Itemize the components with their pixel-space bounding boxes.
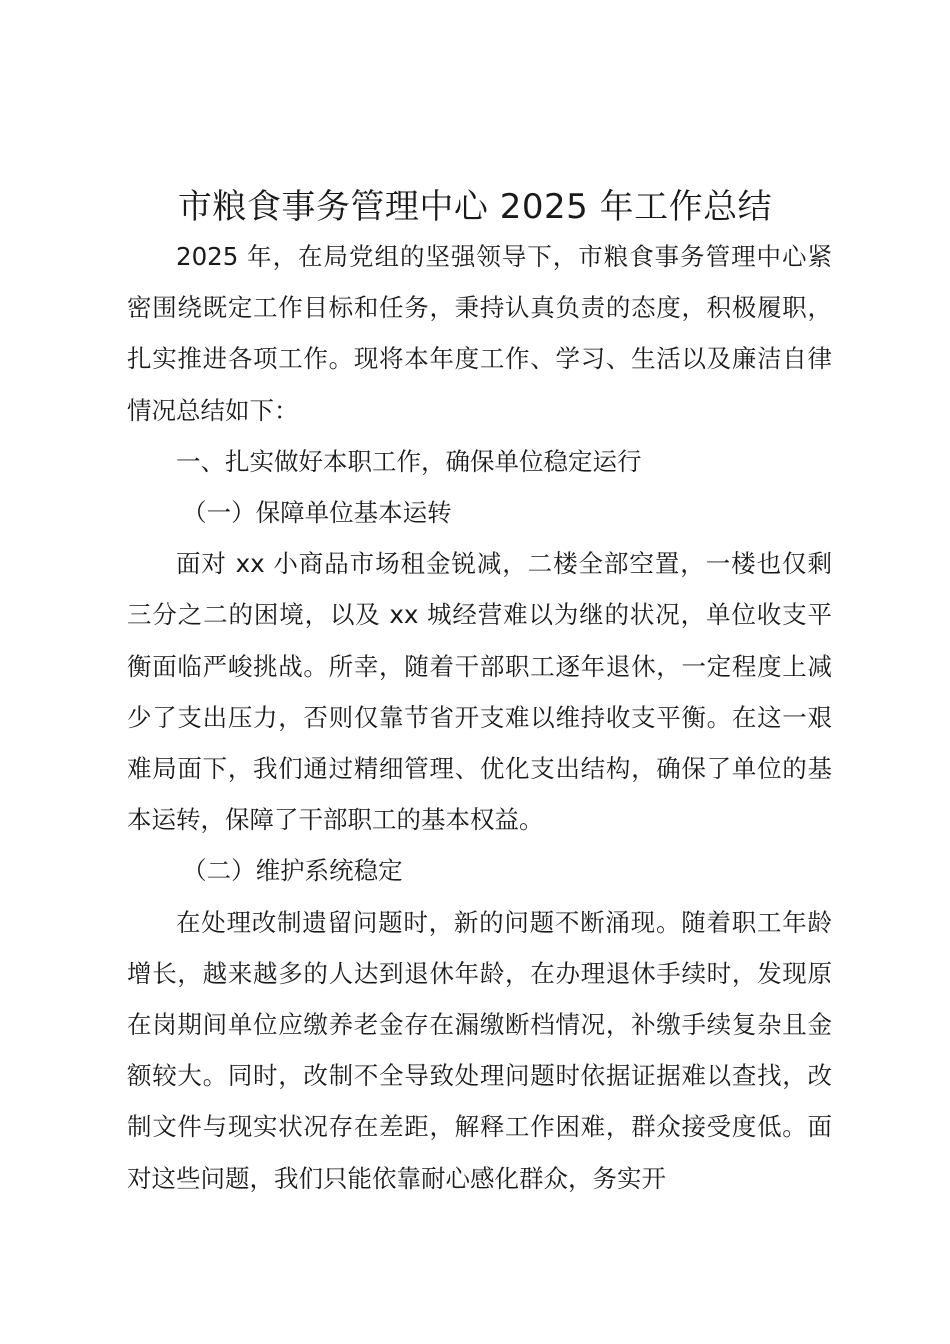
subsection-1-heading: （一）保障单位基本运转	[182, 498, 452, 528]
document-title: 市粮食事务管理中心 2025 年工作总结	[177, 187, 773, 227]
document-body	[127, 231, 832, 1204]
subsection-2-heading: （二）维护系统稳定	[182, 856, 403, 886]
intro-paragraph: 2025 年，在局党组的坚强领导下，市粮食事务管理中心紧密围绕既定工作目标和任务，秉持认真负责的态度，积极履职，扎实推进各项工作。现将本年度工作、学习、生活以及廉洁自律情况总结如下：	[127, 242, 832, 425]
section-1-heading: 一、扎实做好本职工作，确保单位稳定运行	[176, 446, 642, 476]
subsection-2-paragraph: 在处理改制遗留问题时，新的问题不断涌现。随着职工年龄增长，越来越多的人达到退休年龄，在办理退休手续时，发现原在岗期间单位应缴养老金存在漏缴断档情况，补缴手续复杂且金额较大。同时，改制不全导致处理问题时依据证据难以查找，改制文件与现实状况存在差距，解释工作困难，群众接受度低。面对这些问题，我们只能依靠耐心感化群众，务实开	[127, 907, 832, 1193]
subsection-1-paragraph: 面对 xx 小商品市场租金锐减，二楼全部空置，一楼也仅剩三分之二的困境，以及 xx 城经营难以为继的状况，单位收支平衡面临严峻挑战。所幸，随着干部职工逐年退休，一定程度上减少了支出压力，否则仅靠节省开支难以维持收支平衡。在这一艰难局面下，我们通过精细管理、优化支出结构，确保了单位的基本运转，保障了干部职工的基本权益。	[127, 549, 832, 835]
